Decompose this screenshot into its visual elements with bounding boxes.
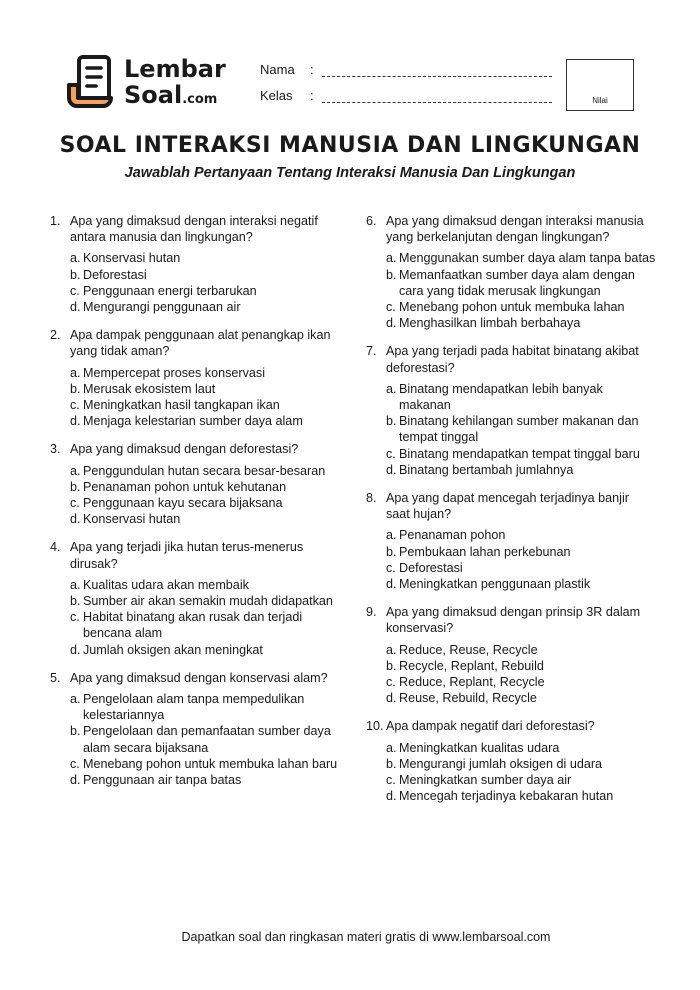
question-number: 6. [366, 214, 377, 228]
questions-column-right [366, 213, 656, 817]
option-text: Reduce, Replant, Recycle [399, 675, 545, 690]
question-text: Apa yang terjadi pada habitat binatang akibat deforestasi? [386, 344, 639, 375]
option-text: Penanaman pohon untuk kehutanan [83, 479, 287, 494]
question-text: Apa yang terjadi jika hutan terus-menerus dirusak? [70, 540, 304, 571]
option-d[interactable] [70, 413, 340, 429]
option-b[interactable] [70, 593, 340, 609]
question-text: Apa yang dimaksud dengan interaksi manusia yang berkelanjutan dengan lingkungan? [386, 214, 644, 245]
option-text: Recycle, Replant, Rebuild [399, 658, 544, 673]
option-text: Penggunaan air tanpa batas [83, 773, 242, 788]
option-b[interactable] [386, 544, 656, 560]
option-text: Menjaga kelestarian sumber daya alam [83, 414, 303, 429]
option-a[interactable] [70, 463, 340, 479]
option-a[interactable] [386, 527, 656, 543]
question-3 [50, 441, 340, 527]
question-1 [50, 213, 340, 315]
option-letter: d. [70, 300, 81, 315]
option-c[interactable] [70, 283, 340, 299]
option-text: Menggunakan sumber daya alam tanpa batas [399, 251, 656, 266]
option-letter: b. [70, 594, 81, 609]
page-title: SOAL INTERAKSI MANUSIA DAN LINGKUNGAN [59, 133, 641, 158]
option-letter: d. [70, 414, 81, 429]
question-text: Apa dampak penggunaan alat penangkap ikan yang tidak aman? [70, 328, 331, 359]
option-text: Binatang mendapatkan tempat tinggal baru [399, 446, 640, 461]
option-text: Penggundulan hutan secara besar-besaran [83, 463, 326, 478]
option-text: Penggunaan kayu secara bijaksana [83, 496, 283, 511]
name-label: Nama [260, 62, 295, 77]
question-text: Apa yang dapat mencegah terjadinya banjir saat hujan? [386, 491, 629, 522]
question-number: 3. [50, 442, 61, 457]
option-text: Kualitas udara akan membaik [83, 577, 249, 592]
option-letter: a. [386, 642, 397, 657]
questions-column-left [50, 213, 340, 800]
question-number: 2. [50, 328, 61, 343]
option-b[interactable] [70, 267, 340, 283]
option-letter: c. [386, 446, 396, 461]
question-text: Apa yang dimaksud dengan konservasi alam? [70, 670, 328, 685]
class-label: Kelas [260, 88, 293, 103]
option-c[interactable] [70, 495, 340, 511]
option-text: Penggunaan energi terbarukan [83, 283, 257, 298]
option-text: Meningkatkan sumber daya air [399, 773, 572, 788]
option-text: Mengurangi jumlah oksigen di udara [399, 756, 603, 771]
option-letter: b. [70, 479, 81, 494]
option-letter: b. [386, 267, 397, 282]
options-list [386, 250, 656, 331]
option-letter: c. [70, 496, 80, 511]
option-letter: d. [70, 642, 81, 657]
option-letter: c. [70, 756, 80, 771]
option-letter: b. [386, 658, 397, 673]
option-letter: b. [70, 267, 81, 282]
logo-suffix: .com [182, 92, 218, 107]
option-d[interactable] [70, 299, 340, 315]
option-letter: a. [386, 381, 397, 396]
options-list [386, 642, 656, 707]
options-list [70, 577, 340, 658]
option-a[interactable] [70, 691, 340, 723]
question-number: 7. [366, 344, 377, 359]
option-text: Mengurangi penggunaan air [83, 300, 241, 315]
option-text: Pengelolaan dan pemanfaatan sumber daya alam secara bijaksana [83, 724, 331, 755]
question-9 [366, 604, 656, 706]
class-line[interactable] [322, 102, 552, 103]
question-text: Apa yang dimaksud dengan deforestasi? [70, 442, 299, 457]
option-d[interactable] [70, 772, 340, 788]
option-letter: c. [386, 560, 396, 575]
option-text: Penanaman pohon [399, 528, 506, 543]
option-text: Meningkatkan kualitas udara [399, 740, 560, 755]
options-list [386, 740, 656, 805]
option-letter: a. [70, 365, 81, 380]
page-subtitle: Jawablah Pertanyaan Tentang Interaksi Manusia Dan Lingkungan [124, 165, 576, 181]
option-letter: b. [386, 414, 397, 429]
option-d[interactable] [386, 462, 656, 478]
option-text: Menebang pohon untuk membuka lahan baru [83, 756, 338, 771]
score-label: Nilai [592, 96, 608, 105]
option-text: Jumlah oksigen akan meningkat [83, 642, 263, 657]
option-letter: d. [386, 789, 397, 804]
option-letter: c. [386, 300, 396, 315]
option-c[interactable] [386, 560, 656, 576]
question-number: 4. [50, 540, 61, 555]
question-number: 9. [366, 605, 377, 620]
option-letter: b. [70, 724, 81, 739]
option-text: Deforestasi [399, 560, 463, 575]
option-letter: c. [70, 610, 80, 625]
option-letter: a. [386, 528, 397, 543]
option-letter: a. [70, 692, 81, 707]
option-letter: a. [386, 251, 397, 266]
option-text: Deforestasi [83, 267, 147, 282]
option-letter: d. [386, 462, 397, 477]
question-4 [50, 539, 340, 657]
option-letter: c. [386, 675, 396, 690]
score-box[interactable] [566, 59, 634, 111]
option-text: Memanfaatkan sumber daya alam dengan cara yang tidak merusak lingkungan [399, 267, 635, 298]
option-c[interactable] [70, 397, 340, 413]
option-text: Binatang mendapatkan lebih banyak makanan [399, 381, 603, 413]
option-letter: b. [70, 381, 81, 396]
option-letter: a. [70, 251, 81, 266]
options-list [386, 381, 656, 478]
question-10 [366, 718, 656, 804]
class-colon: : [310, 88, 314, 103]
option-text: Binatang bertambah jumlahnya [399, 462, 574, 477]
option-text: Habitat binatang akan rusak dan terjadi bencana alam [83, 610, 303, 641]
options-list [70, 365, 340, 430]
option-b[interactable] [386, 658, 656, 674]
option-c[interactable] [386, 674, 656, 690]
question-text: Apa dampak negatif dari deforestasi? [386, 719, 595, 734]
question-8 [366, 490, 656, 592]
option-letter: d. [386, 316, 397, 331]
option-a[interactable] [70, 577, 340, 593]
question-5 [50, 670, 340, 788]
option-letter: d. [70, 512, 81, 527]
question-2 [50, 327, 340, 429]
option-b[interactable] [386, 413, 656, 445]
question-number: 10. [366, 719, 384, 734]
option-letter: d. [70, 773, 81, 788]
options-list [70, 250, 340, 315]
logo-line2: Soal [124, 81, 183, 109]
options-list [70, 463, 340, 528]
option-a[interactable] [70, 250, 340, 266]
option-d[interactable] [386, 576, 656, 592]
name-colon: : [310, 62, 314, 77]
option-a[interactable] [386, 740, 656, 756]
question-text: Apa yang dimaksud dengan prinsip 3R dalam konservasi? [386, 605, 641, 636]
question-number: 8. [366, 491, 377, 506]
option-text: Konservasi hutan [83, 512, 181, 527]
option-a[interactable] [70, 365, 340, 381]
option-text: Sumber air akan semakin mudah didapatkan [83, 594, 333, 609]
option-letter: b. [386, 544, 397, 559]
option-b[interactable] [386, 756, 656, 772]
option-text: Pembukaan lahan perkebunan [399, 544, 571, 559]
option-text: Merusak ekosistem laut [83, 381, 216, 396]
name-line[interactable] [322, 76, 552, 77]
option-b[interactable] [70, 723, 340, 755]
option-text: Reuse, Rebuild, Recycle [399, 691, 537, 706]
option-c[interactable] [386, 772, 656, 788]
question-number: 1. [50, 214, 61, 228]
option-d[interactable] [386, 788, 656, 804]
option-letter: a. [386, 740, 397, 755]
option-letter: d. [386, 577, 397, 592]
question-text: Apa yang dimaksud dengan interaksi negatif antara manusia dan lingkungan? [70, 214, 318, 245]
option-letter: a. [70, 577, 81, 592]
option-text: Reduce, Reuse, Recycle [399, 642, 538, 657]
option-c[interactable] [70, 756, 340, 772]
question-number: 5. [50, 670, 61, 685]
option-b[interactable] [70, 479, 340, 495]
brand-logo [66, 54, 226, 114]
option-d[interactable] [386, 315, 656, 331]
option-a[interactable] [386, 250, 656, 266]
option-letter: a. [70, 463, 81, 478]
option-letter: c. [70, 398, 80, 413]
option-d[interactable] [70, 511, 340, 527]
footer-note: Dapatkan soal dan ringkasan materi gratis di www.lembarsoal.com [181, 930, 551, 944]
option-text: Mempercepat proses konservasi [83, 365, 265, 380]
logo-line1: Lembar [124, 55, 226, 83]
option-letter: c. [386, 773, 396, 788]
option-text: Pengelolaan alam tanpa mempedulikan kelestariannya [83, 692, 305, 723]
option-text: Mencegah terjadinya kebakaran hutan [399, 789, 614, 804]
option-d[interactable] [70, 642, 340, 658]
option-a[interactable] [386, 381, 656, 413]
option-letter: d. [386, 691, 397, 706]
question-6 [366, 213, 656, 331]
options-list [70, 691, 340, 788]
option-c[interactable] [386, 446, 656, 462]
option-text: Menghasilkan limbah berbahaya [399, 316, 581, 331]
option-text: Menebang pohon untuk membuka lahan [399, 300, 625, 315]
question-7 [366, 343, 656, 478]
option-letter: b. [386, 756, 397, 771]
option-letter: c. [70, 283, 80, 298]
option-b[interactable] [70, 381, 340, 397]
options-list [386, 527, 656, 592]
document-icon [66, 54, 124, 110]
option-d[interactable] [386, 690, 656, 706]
option-text: Meningkatkan hasil tangkapan ikan [83, 398, 280, 413]
option-text: Meningkatkan penggunaan plastik [399, 577, 591, 592]
option-c[interactable] [70, 609, 340, 641]
option-c[interactable] [386, 299, 656, 315]
option-text: Konservasi hutan [83, 251, 181, 266]
option-a[interactable] [386, 642, 656, 658]
option-b[interactable] [386, 267, 656, 299]
option-text: Binatang kehilangan sumber makanan dan tempat tinggal [399, 414, 639, 445]
